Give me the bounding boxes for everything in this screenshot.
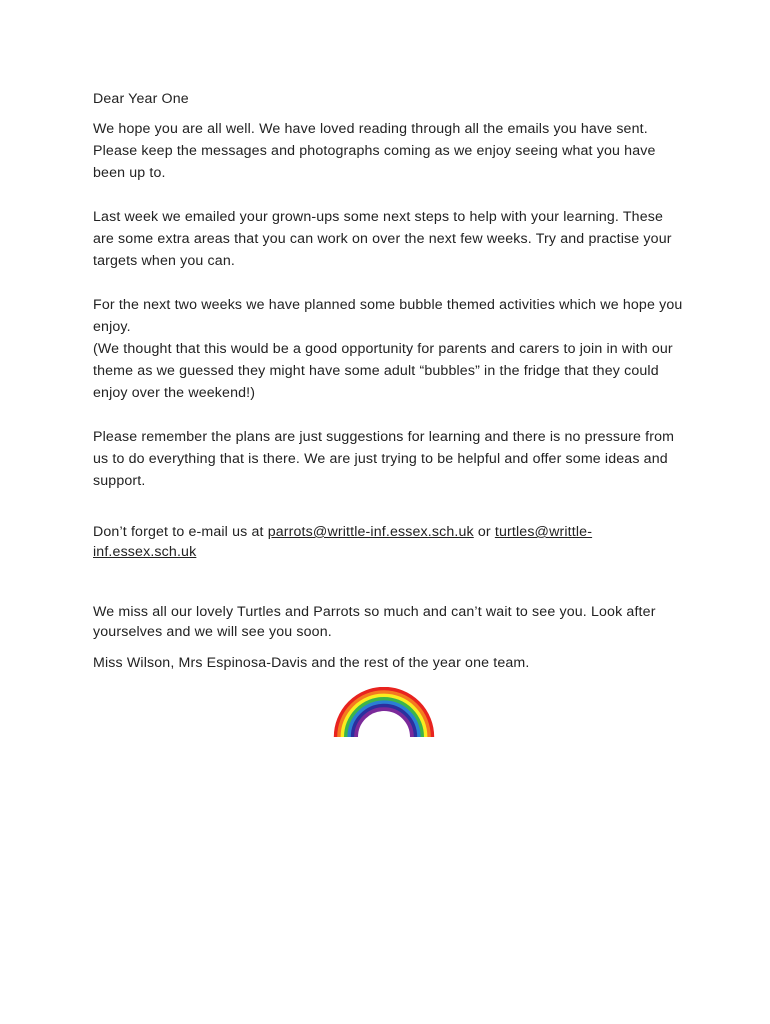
paragraph-next-steps: Last week we emailed your grown-ups some next steps to help with your learning. These are some extra areas that you can work on over the next few weeks. Try and practise your targets when you can. xyxy=(93,209,672,269)
contact-prefix: Don’t forget to e-mail us at xyxy=(93,524,268,540)
signature: Miss Wilson, Mrs Espinosa-Davis and the rest of the year one team. xyxy=(93,655,530,671)
parrots-email-link[interactable]: parrots@writtle-inf.essex.sch.uk xyxy=(267,524,474,540)
paragraph-bubble-activities: For the next two weeks we have planned some bubble themed activities which we hope you enjoy. xyxy=(93,297,683,335)
greeting: Dear Year One xyxy=(93,91,189,107)
letter-body xyxy=(93,88,683,674)
turtles-email-link[interactable]: turtles@writtle-inf.essex.sch.uk xyxy=(93,524,593,560)
paragraph-parents-note: (We thought that this would be a good opportunity for parents and carers to join in with our theme as we guessed they might have some adult “bubbles” in the fridge that they could enjoy over the weekend!) xyxy=(93,341,673,401)
contact-joiner: or xyxy=(473,524,495,540)
paragraph-no-pressure: Please remember the plans are just suggestions for learning and there is no pressure from us to do everything that is there. We are just trying to be helpful and offer some ideas and support. xyxy=(93,429,675,489)
closing-paragraph: We miss all our lovely Turtles and Parrots so much and can’t wait to see you. Look after yourselves and we will see you soon. xyxy=(93,604,656,640)
rainbow-icon xyxy=(332,687,436,737)
paragraph-welcome: We hope you are all well. We have loved reading through all the emails you have sent. Please keep the messages and photographs coming as we enjoy seeing what you have been up to. xyxy=(93,121,656,181)
contact-line xyxy=(93,522,683,562)
